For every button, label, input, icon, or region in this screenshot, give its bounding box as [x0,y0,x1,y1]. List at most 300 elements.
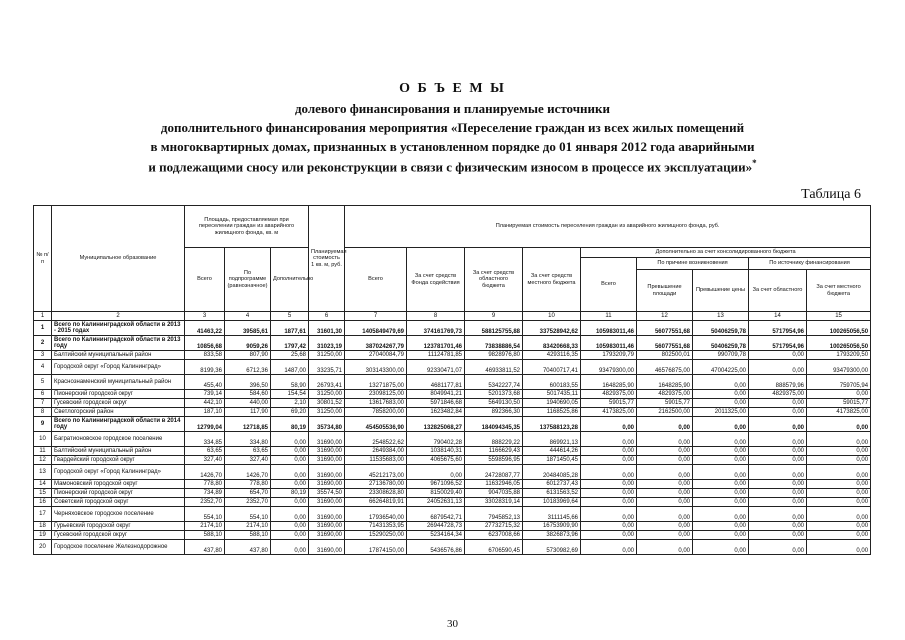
table-row [34,336,871,351]
value-cell: 0,00 [271,540,309,555]
value-cell: 303143300,00 [345,360,407,375]
municipality-cell: Гусевский городской округ [52,531,185,540]
value-cell: 92330471,07 [407,360,465,375]
value-cell: 4681177,81 [407,375,465,390]
value-cell: 12799,04 [185,417,225,432]
value-cell: 0,00 [693,498,749,507]
value-cell: 2,10 [271,399,309,408]
row-number-cell: 9 [34,417,52,432]
value-cell: 0,00 [749,531,807,540]
row-number-cell: 4 [34,360,52,375]
value-cell: 3111145,66 [523,507,581,522]
value-cell: 4829375,00 [581,390,637,399]
value-cell: 10856,68 [185,336,225,351]
row-number-cell: 19 [34,531,52,540]
value-cell: 440,00 [225,399,271,408]
municipality-cell: Багратионовское городское поселение [52,432,185,447]
table-row [34,399,871,408]
value-cell: 4173825,00 [581,408,637,417]
header-consolidated-group: Дополнительно за счет консолидированного бюджета [581,248,871,258]
value-cell: 1487,00 [271,360,309,375]
value-cell: 2649384,00 [345,447,407,456]
value-cell: 1797,42 [271,336,309,351]
municipality-cell: Гвардейский городской округ [52,456,185,465]
value-cell: 990709,78 [693,351,749,360]
value-cell: 2352,70 [185,498,225,507]
column-number: 4 [225,312,271,321]
value-cell: 337528942,62 [523,321,581,336]
value-cell: 0,00 [693,465,749,480]
municipality-cell: Всего по Калининградской области в 2014 году [52,417,185,432]
column-number: 6 [309,312,345,321]
value-cell: 0,00 [749,507,807,522]
value-cell: 10183969,64 [523,498,581,507]
value-cell: 0,00 [807,417,871,432]
value-cell: 0,00 [807,507,871,522]
value-cell: 0,00 [581,480,637,489]
value-cell: 26944728,73 [407,522,465,531]
value-cell: 2548522,62 [345,432,407,447]
value-cell: 1793209,79 [581,351,637,360]
value-cell: 35574,50 [309,489,345,498]
value-cell: 0,00 [693,507,749,522]
value-cell: 0,00 [749,489,807,498]
document-subtitle-line-2: дополнительного финансирования мероприятия «Переселение граждан из всех жилых помещений [160,120,745,135]
value-cell: 0,00 [749,498,807,507]
value-cell: 4829375,00 [637,390,693,399]
value-cell: 6131563,52 [523,489,581,498]
value-cell: 0,00 [807,432,871,447]
header-cost-group: Планируемая стоимость переселения граждан из аварийного жилищного фонда, руб. [345,206,871,248]
value-cell: 588,10 [185,531,225,540]
value-cell: 56077551,68 [637,336,693,351]
value-cell: 584,60 [225,390,271,399]
value-cell: 27732715,32 [465,522,523,531]
value-cell: 31690,00 [309,540,345,555]
value-cell: 0,00 [581,540,637,555]
value-cell: 1648285,90 [637,375,693,390]
value-cell: 454505536,90 [345,417,407,432]
column-number: 15 [807,312,871,321]
value-cell: 0,00 [581,417,637,432]
value-cell: 16753909,90 [523,522,581,531]
table-row [34,432,871,447]
table-row [34,507,871,522]
value-cell: 132825068,27 [407,417,465,432]
value-cell: 31690,00 [309,456,345,465]
column-number: 11 [581,312,637,321]
value-cell: 39585,61 [225,321,271,336]
value-cell: 0,00 [693,489,749,498]
value-cell: 46576875,00 [637,360,693,375]
row-number-cell: 18 [34,522,52,531]
value-cell: 6237008,66 [465,531,523,540]
value-cell: 0,00 [749,360,807,375]
document-subtitle-line-4 [0,158,905,175]
value-cell: 83420668,33 [523,336,581,351]
table-row [34,480,871,489]
value-cell: 0,00 [637,489,693,498]
value-cell: 0,00 [637,522,693,531]
value-cell: 63,65 [225,447,271,456]
value-cell: 0,00 [693,522,749,531]
table-row [34,390,871,399]
value-cell: 6012737,43 [523,480,581,489]
value-cell: 0,00 [581,531,637,540]
table-row [34,498,871,507]
page-number: 30 [447,618,458,630]
value-cell: 888229,22 [465,432,523,447]
header-cost-local: За счет средств местного бюджета [523,248,581,312]
header-source-regional: За счет областного [749,270,807,312]
value-cell: 0,00 [637,456,693,465]
value-cell: 4829375,00 [749,390,807,399]
table-body [34,312,871,555]
value-cell: 0,00 [581,447,637,456]
value-cell: 4293116,35 [523,351,581,360]
value-cell: 0,00 [807,447,871,456]
value-cell: 58,90 [271,375,309,390]
value-cell: 15290250,00 [345,531,407,540]
value-cell: 600183,55 [523,375,581,390]
value-cell: 1648285,90 [581,375,637,390]
column-number: 1 [34,312,52,321]
municipality-cell: Мамоновский городской округ [52,480,185,489]
column-number: 9 [465,312,523,321]
value-cell: 0,00 [407,465,465,480]
value-cell: 0,00 [749,408,807,417]
value-cell: 26793,41 [309,375,345,390]
value-cell: 0,00 [581,465,637,480]
document-subtitle-line-4-text: и подлежащими сносу или реконструкции в связи с физическим износом в процессе их эксплуатации» [148,159,753,175]
column-number: 2 [52,312,185,321]
value-cell: 0,00 [581,507,637,522]
column-number: 10 [523,312,581,321]
value-cell: 33028319,14 [465,498,523,507]
value-cell: 154,54 [271,390,309,399]
value-cell: 0,00 [693,432,749,447]
municipality-cell: Городской округ «Город Калининград» [52,360,185,375]
value-cell: 455,40 [185,375,225,390]
value-cell: 47004225,00 [693,360,749,375]
value-cell: 123781701,46 [407,336,465,351]
value-cell: 0,00 [637,465,693,480]
value-cell: 0,00 [637,447,693,456]
value-cell: 0,00 [807,540,871,555]
header-reason-area: Превышение площади [637,270,693,312]
value-cell: 5436576,86 [407,540,465,555]
value-cell: 93479300,00 [807,360,871,375]
value-cell: 8049941,21 [407,390,465,399]
value-cell: 31690,00 [309,507,345,522]
value-cell: 0,00 [271,447,309,456]
document-title: О Б Ъ Е М Ы [399,81,506,96]
municipality-cell: Светлогорский район [52,408,185,417]
value-cell: 31250,00 [309,351,345,360]
value-cell: 2011325,00 [693,408,749,417]
value-cell: 117,90 [225,408,271,417]
value-cell: 5598596,95 [465,456,523,465]
value-cell: 588125755,88 [465,321,523,336]
header-cost-fund: За счет средств Фонда содействия [407,248,465,312]
value-cell: 3826873,96 [523,531,581,540]
value-cell: 2162500,00 [637,408,693,417]
value-cell: 0,00 [581,489,637,498]
municipality-cell: Всего по Калининградской области в 2013 - 2015 годах [52,321,185,336]
value-cell: 5730982,69 [523,540,581,555]
value-cell: 5234164,34 [407,531,465,540]
row-number-cell: 3 [34,351,52,360]
column-number: 12 [637,312,693,321]
value-cell: 27136780,00 [345,480,407,489]
table-row [34,522,871,531]
row-number-cell: 15 [34,489,52,498]
value-cell: 20484085,28 [523,465,581,480]
value-cell: 1623482,84 [407,408,465,417]
value-cell: 35734,80 [309,417,345,432]
value-cell: 387024267,79 [345,336,407,351]
value-cell: 759705,94 [807,375,871,390]
column-number: 7 [345,312,407,321]
value-cell: 24728087,77 [465,465,523,480]
value-cell: 0,00 [749,465,807,480]
value-cell: 80,19 [271,417,309,432]
value-cell: 0,00 [749,432,807,447]
value-cell: 11632946,05 [465,480,523,489]
municipality-cell: Балтийский муниципальный район [52,447,185,456]
row-number-cell: 7 [34,399,52,408]
value-cell: 5017435,11 [523,390,581,399]
value-cell: 334,80 [225,432,271,447]
value-cell: 802500,01 [637,351,693,360]
value-cell: 4065675,60 [407,456,465,465]
value-cell: 0,00 [271,498,309,507]
table-header [34,206,871,312]
value-cell: 46933811,52 [465,360,523,375]
value-cell: 33235,71 [309,360,345,375]
value-cell: 0,00 [749,540,807,555]
row-number-cell: 5 [34,375,52,390]
value-cell: 0,00 [581,432,637,447]
value-cell: 0,00 [271,507,309,522]
value-cell: 0,00 [807,522,871,531]
table-row [34,465,871,480]
municipality-cell: Гурьевский городской округ [52,522,185,531]
value-cell: 7858200,00 [345,408,407,417]
value-cell: 31690,00 [309,447,345,456]
header-no: № п/п [34,206,52,312]
municipality-cell: Пионерский городской округ [52,390,185,399]
value-cell: 833,58 [185,351,225,360]
value-cell: 71431353,95 [345,522,407,531]
value-cell: 654,70 [225,489,271,498]
value-cell: 0,00 [271,456,309,465]
value-cell: 1940690,05 [523,399,581,408]
value-cell: 100265056,50 [807,321,871,336]
value-cell: 5971846,68 [407,399,465,408]
value-cell: 30801,52 [309,399,345,408]
value-cell: 59015,77 [807,399,871,408]
header-cost-total: Всего [345,248,407,312]
value-cell: 554,10 [185,507,225,522]
value-cell: 0,00 [807,489,871,498]
header-reason-group: По причине возникновения [637,258,749,270]
row-number-cell: 8 [34,408,52,417]
header-cost-regional: За счет средств областного бюджета [465,248,523,312]
column-number: 14 [749,312,807,321]
table-row [34,375,871,390]
value-cell: 0,00 [637,531,693,540]
value-cell: 5717954,96 [749,336,807,351]
header-consolidated-total: Всего [581,258,637,312]
table-row [34,531,871,540]
value-cell: 0,00 [637,507,693,522]
row-number-cell: 10 [34,432,52,447]
footnote-mark: * [752,158,757,168]
value-cell: 31690,00 [309,432,345,447]
value-cell: 327,40 [225,456,271,465]
header-area-additional: Дополнительно [271,248,309,312]
value-cell: 80,19 [271,489,309,498]
value-cell: 0,00 [637,417,693,432]
header-area-total: Всего [185,248,225,312]
header-reason-price: Превышение цены [693,270,749,312]
value-cell: 739,14 [185,390,225,399]
value-cell: 5201373,68 [465,390,523,399]
header-area-group: Площадь, предоставляемая при переселении граждан из аварийного жилищного фонда, кв. м [185,206,309,248]
value-cell: 8199,36 [185,360,225,375]
value-cell: 27040084,79 [345,351,407,360]
value-cell: 6879542,71 [407,507,465,522]
municipality-cell: Балтийский муниципальный район [52,351,185,360]
value-cell: 50406259,78 [693,336,749,351]
value-cell: 0,00 [807,498,871,507]
row-number-cell: 13 [34,465,52,480]
table-row [34,417,871,432]
value-cell: 888579,96 [749,375,807,390]
value-cell: 59015,77 [581,399,637,408]
value-cell: 105983011,46 [581,336,637,351]
table-row [34,489,871,498]
column-number: 3 [185,312,225,321]
value-cell: 0,00 [693,375,749,390]
row-number-cell: 12 [34,456,52,465]
value-cell: 31690,00 [309,498,345,507]
value-cell: 327,40 [185,456,225,465]
value-cell: 31690,00 [309,522,345,531]
value-cell: 778,80 [185,480,225,489]
value-cell: 0,00 [271,480,309,489]
value-cell: 374161769,73 [407,321,465,336]
value-cell: 9047035,88 [465,489,523,498]
value-cell: 93479300,00 [581,360,637,375]
value-cell: 11535683,00 [345,456,407,465]
value-cell: 41463,22 [185,321,225,336]
municipality-cell: Городское поселение Железнодорожное [52,540,185,555]
table-row [34,447,871,456]
row-number-cell: 11 [34,447,52,456]
value-cell: 2174,10 [185,522,225,531]
value-cell: 0,00 [693,417,749,432]
value-cell: 5717954,96 [749,321,807,336]
value-cell: 59015,77 [637,399,693,408]
column-number: 8 [407,312,465,321]
value-cell: 444614,26 [523,447,581,456]
value-cell: 0,00 [581,498,637,507]
municipality-cell: Пионерский городской округ [52,489,185,498]
value-cell: 50406259,78 [693,321,749,336]
municipality-cell: Гусевский городской округ [52,399,185,408]
value-cell: 13271875,00 [345,375,407,390]
value-cell: 31690,00 [309,531,345,540]
value-cell: 396,50 [225,375,271,390]
value-cell: 9059,26 [225,336,271,351]
row-number-cell: 14 [34,480,52,489]
value-cell: 100265056,50 [807,336,871,351]
value-cell: 334,85 [185,432,225,447]
document-subtitle-line-1: долевого финансирования и планируемые источники [294,101,611,116]
value-cell: 7945852,13 [465,507,523,522]
header-source-group: По источнику финансирования [749,258,871,270]
value-cell: 9828976,80 [465,351,523,360]
value-cell: 31250,00 [309,390,345,399]
value-cell: 588,10 [225,531,271,540]
value-cell: 437,80 [225,540,271,555]
value-cell: 17936540,00 [345,507,407,522]
value-cell: 892366,30 [465,408,523,417]
value-cell: 0,00 [693,540,749,555]
value-cell: 0,00 [693,480,749,489]
value-cell: 5649130,50 [465,399,523,408]
table-row [34,360,871,375]
value-cell: 437,80 [185,540,225,555]
value-cell: 0,00 [271,522,309,531]
value-cell: 0,00 [749,399,807,408]
financing-table [33,205,871,555]
row-number-cell: 20 [34,540,52,555]
municipality-cell: Краснознаменский муниципальный район [52,375,185,390]
value-cell: 56077551,68 [637,321,693,336]
row-number-cell: 2 [34,336,52,351]
document-subtitle-line-3: в многоквартирных домах, признанных в установленном порядке до 01 января 2012 года аварийными [150,139,755,154]
value-cell: 0,00 [807,456,871,465]
value-cell: 6712,36 [225,360,271,375]
value-cell: 187,10 [185,408,225,417]
value-cell: 8150029,40 [407,489,465,498]
value-cell: 184094345,35 [465,417,523,432]
value-cell: 1426,70 [185,465,225,480]
value-cell: 1793209,50 [807,351,871,360]
value-cell: 807,90 [225,351,271,360]
value-cell: 6706590,45 [465,540,523,555]
value-cell: 13617683,00 [345,399,407,408]
row-number-cell: 17 [34,507,52,522]
value-cell: 1426,70 [225,465,271,480]
value-cell: 137588123,28 [523,417,581,432]
table-row [34,540,871,555]
value-cell: 0,00 [637,480,693,489]
table-label: Таблица 6 [801,187,861,202]
value-cell: 1405849479,69 [345,321,407,336]
value-cell: 63,65 [185,447,225,456]
value-cell: 0,00 [749,522,807,531]
value-cell: 0,00 [637,432,693,447]
municipality-cell: Черняховское городское поселение [52,507,185,522]
header-municipality: Муниципальное образование [52,206,185,312]
value-cell: 0,00 [693,399,749,408]
table-row [34,321,871,336]
value-cell: 0,00 [693,447,749,456]
